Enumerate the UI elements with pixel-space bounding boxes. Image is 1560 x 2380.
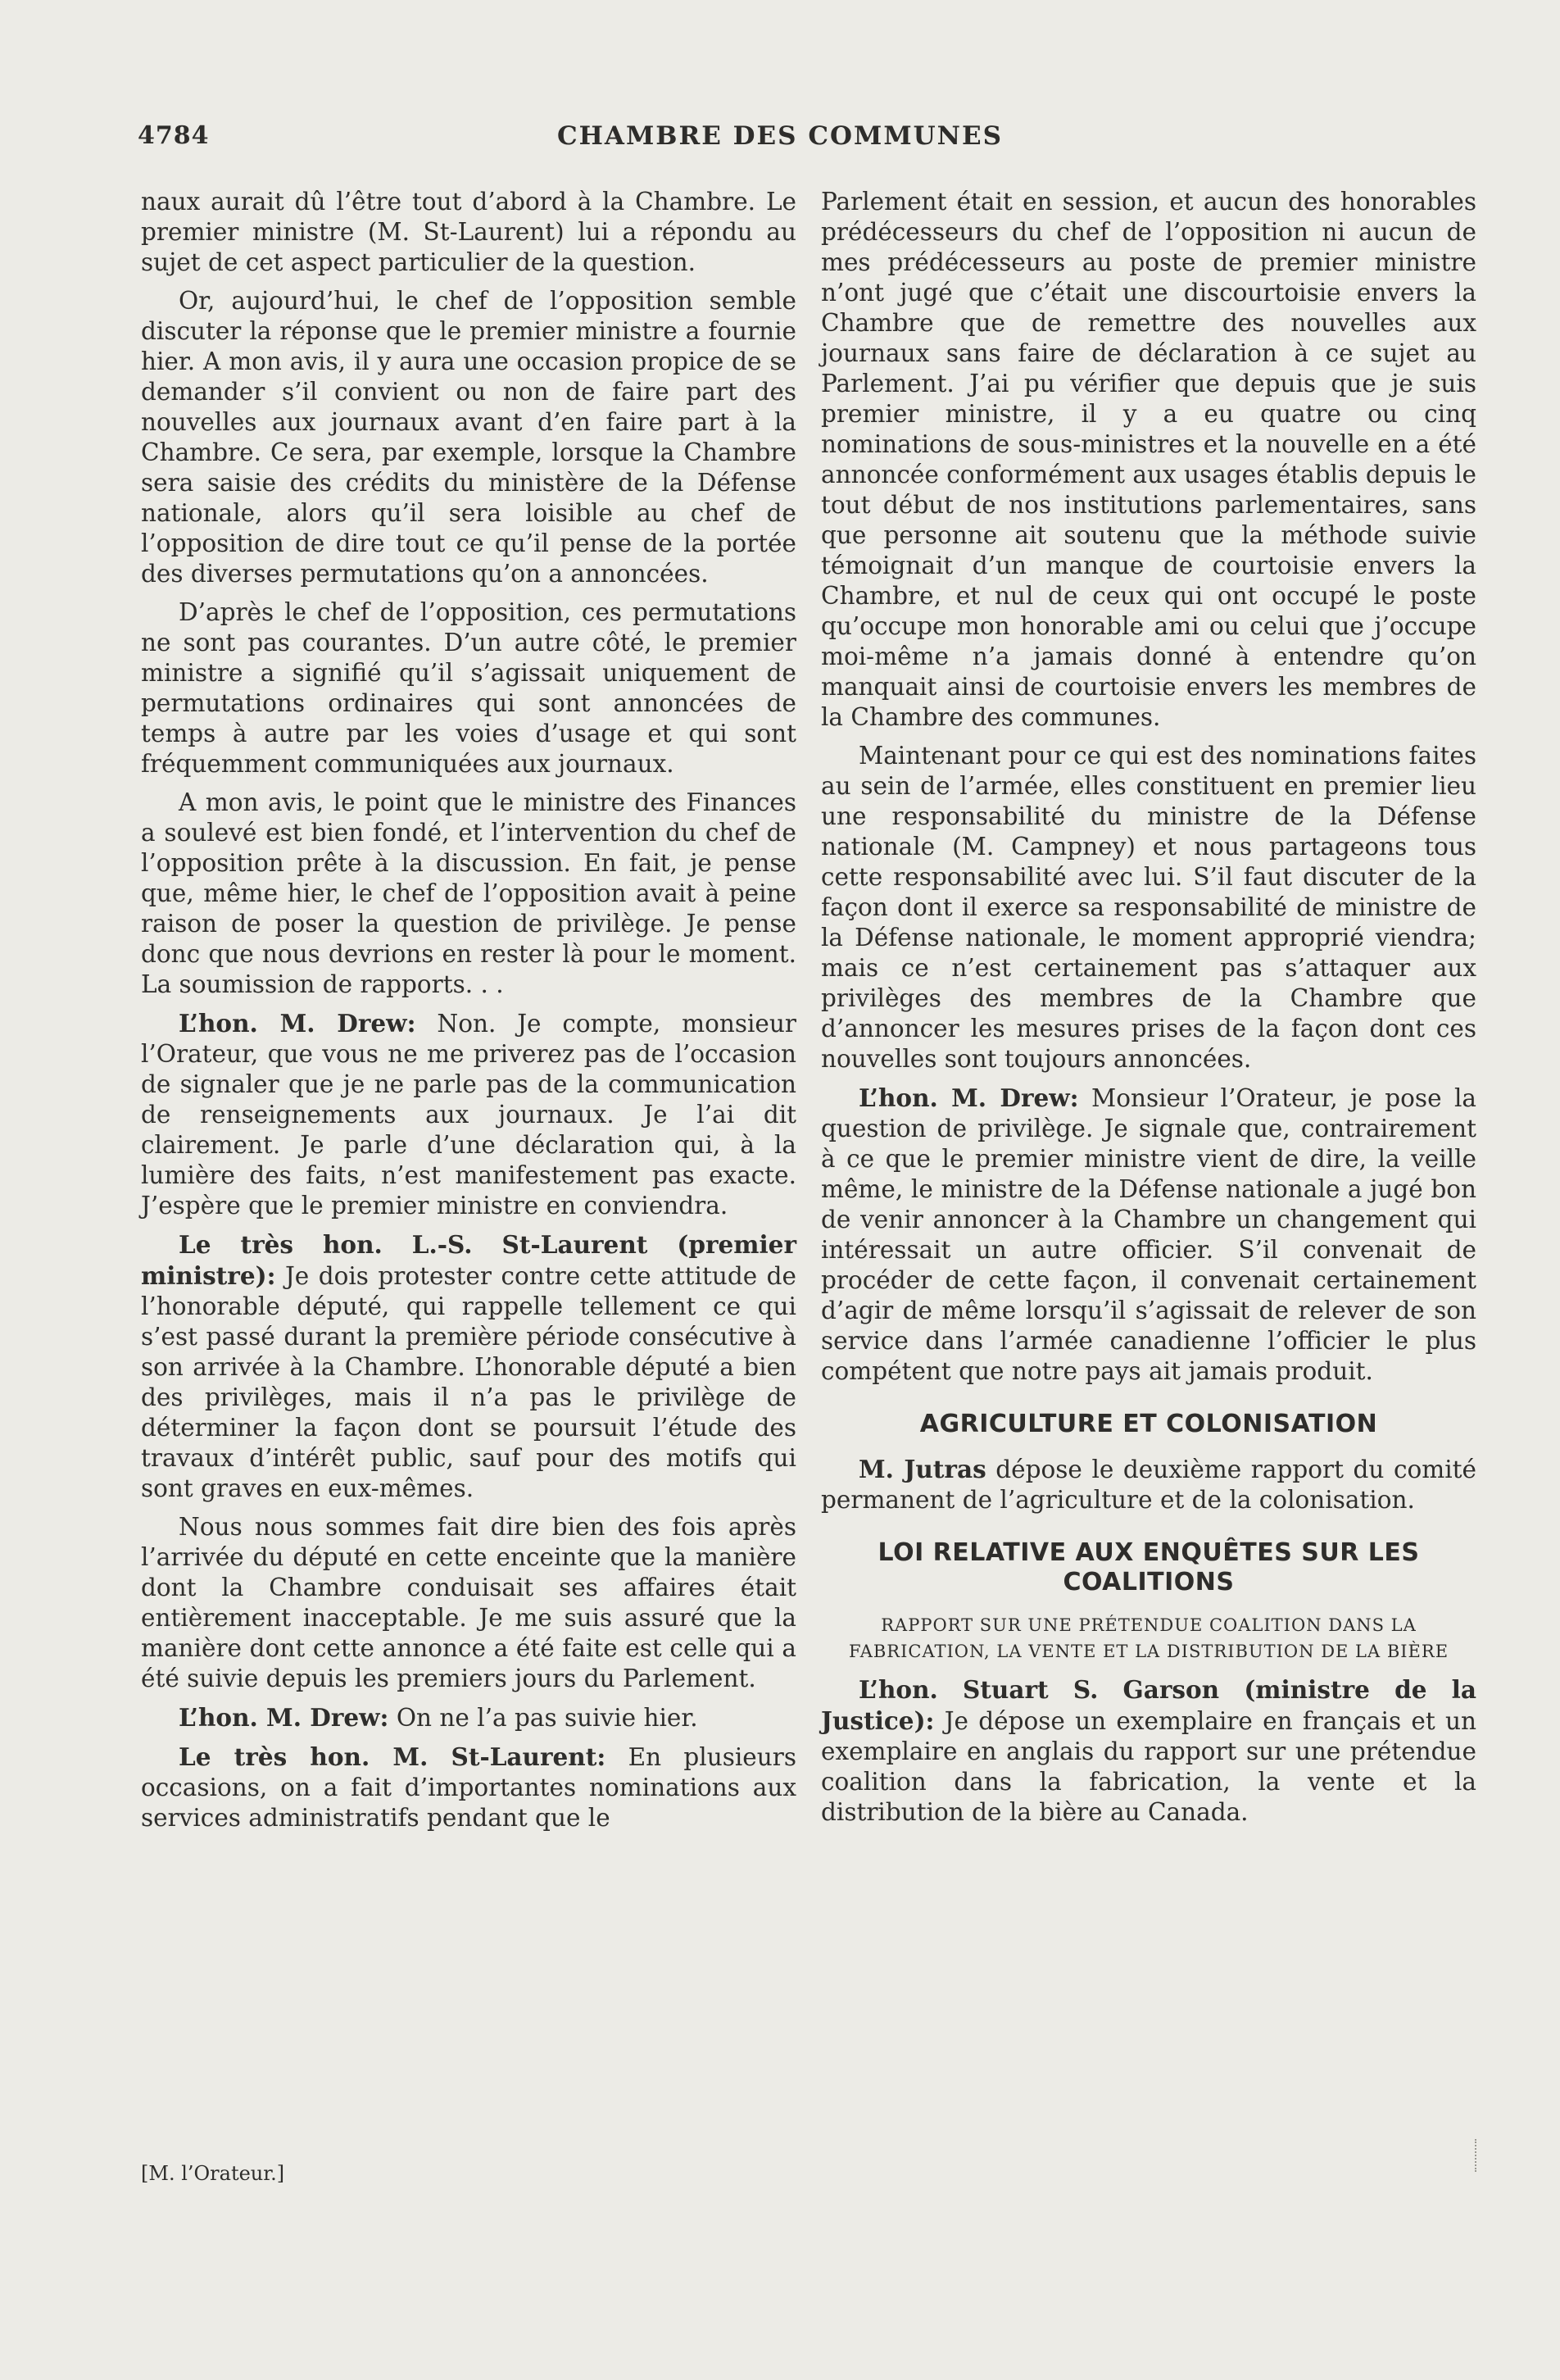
- section-heading-agriculture: AGRICULTURE ET COLONISATION: [919, 1410, 1378, 1438]
- speaker-name: M. Jutras: [859, 1455, 986, 1483]
- section-agriculture-body: [821, 1454, 1476, 1515]
- paragraph-text: Maintenant pour ce qui est des nominations faites au sein de l’armée, elles constituent en premier lieu une responsabilité du ministre de la Défense nationale (M. Campney) et nous partageons tous cette responsabilité avec lui. S’il faut discuter de la façon dont il exerce sa responsabilité de ministre de la Défense nationale, le moment approprié viendra; mais ce n’est certainement pas s’attaquer aux privilèges des membres de la Chambre que d’annoncer les mesures prises de la façon dont ces nouvelles sont toujours annoncées.: [821, 742, 1476, 1073]
- speaker-name: L’hon. M. Drew:: [179, 1703, 389, 1732]
- paragraph-text: Non. Je compte, monsieur l’Orateur, que vous ne me priverez pas de l’occasion de signaler que je ne parle pas de la communication de renseignements aux journaux. Je l’ai dit clairement. Je parle d’une déclaration qui, à la lumière des faits, n’est manifestement pas exacte. J’espère que le premier ministre en conviendra.: [141, 1010, 796, 1220]
- speaker-name: Le très hon. M. St-Laurent:: [179, 1742, 606, 1771]
- running-head: CHAMBRE DES COMMUNES: [556, 121, 1004, 151]
- footer-note: [M. l’Orateur.]: [141, 2162, 285, 2185]
- speaker-name: L’hon. M. Drew:: [179, 1009, 416, 1038]
- paragraph: [141, 1512, 796, 1694]
- paragraph: [141, 187, 796, 278]
- paragraph: [821, 1674, 1476, 1828]
- paragraph-text: On ne l’a pas suivie hier.: [396, 1704, 698, 1732]
- paragraph: [141, 788, 796, 1000]
- paragraph-text: dépose le deuxième rapport du comité permanent de l’agriculture et de la colonisation.: [821, 1456, 1476, 1514]
- paragraph: [141, 1008, 796, 1221]
- section-coalitions-body: [821, 1674, 1476, 1828]
- speaker-name: L’hon. Stuart S. Garson (ministre de la Justice):: [821, 1675, 1476, 1735]
- paragraph: [821, 741, 1476, 1074]
- paragraph: [141, 597, 796, 779]
- paragraph: [821, 187, 1476, 733]
- paragraph: [821, 1083, 1476, 1387]
- paragraph: [821, 1454, 1476, 1515]
- right-column: [821, 187, 1476, 1836]
- paragraph: [141, 286, 796, 589]
- left-column: [141, 187, 796, 1842]
- paragraph-text: D’après le chef de l’opposition, ces permutations ne sont pas courantes. D’un autre côté, le premier ministre a signifié qu’il s’agissait uniquement de permutations ordinaires qui sont annoncées de temps à autre par les voies d’usage et qui sont fréquemment communiquées aux journaux.: [141, 598, 796, 778]
- paragraph-text: Parlement était en session, et aucun des honorables prédécesseurs du chef de l’opposition ni aucun de mes prédécesseurs au poste de premier ministre n’ont jugé que c’était une discourtoisie envers la Chambre que de remettre des nouvelles aux journaux sans faire de déclaration à ce sujet au Parlement. J’ai pu vérifier que depuis que je suis premier ministre, il y a eu quatre ou cinq nominations de sous-ministres et la nouvelle en a été annoncée conformément aux usages établis depuis le tout début de nos institutions parlementaires, sans que personne ait soutenu que la méthode suivie témoignait d’un manque de courtoisie envers la Chambre, et nul de ceux qui ont occupé le poste qu’occupe mon honorable ami ou celui que j’occupe moi-même n’a jamais donné à entendre qu’on manquait ainsi de courtoisie envers les membres de la Chambre des communes.: [821, 188, 1476, 731]
- paragraph-text: En plusieurs occasions, on a fait d’importantes nominations aux services administratifs pendant que le: [141, 1743, 796, 1832]
- paragraph: [141, 1229, 796, 1504]
- speaker-name: Le très hon. L.-S. St-Laurent (premier ministre):: [141, 1230, 796, 1290]
- speaker-name: L’hon. M. Drew:: [859, 1083, 1079, 1112]
- paragraph-text: A mon avis, le point que le ministre des Finances a soulevé est bien fondé, et l’intervention du chef de l’opposition prête à la discussion. En fait, je pense que, même hier, le chef de l’opposition avait à peine raison de poser la question de privilège. Je pense donc que nous devrions en rester là pour le moment. La soumission de rapports. . .: [141, 788, 796, 998]
- right-column-body: [821, 187, 1476, 1387]
- paragraph: [141, 1742, 796, 1833]
- paragraph: [141, 1702, 796, 1733]
- paragraph-text: Monsieur l’Orateur, je pose la question de privilège. Je signale que, contrairement à ce que le premier ministre vient de dire, la veille même, le ministre de la Défense nationale a jugé bon de venir annoncer à la Chambre un changement qui intéressait un autre officier. S’il convenait de procéder de cette façon, il convenait certainement d’agir de même lorsqu’il s’agissait de relever de son service dans l’armée canadienne l’officier le plus compétent que notre pays ait jamais produit.: [821, 1084, 1476, 1385]
- margin-mark: [1475, 2139, 1478, 2172]
- paragraph-text: Je dois protester contre cette attitude de l’honorable député, qui rappelle tellement ce qui s’est passé durant la première période consécutive à son arrivée à la Chambre. L’honorable député a bien des privilèges, mais il n’a pas le privilège de déterminer la façon dont se poursuit l’étude des travaux d’intérêt public, sauf pour des motifs qui sont graves en eux-mêmes.: [141, 1262, 796, 1502]
- paragraph-text: Nous nous sommes fait dire bien des fois après l’arrivée du député en cette enceinte que la manière dont la Chambre conduisait ses affaires était entièrement inacceptable. Je me suis assuré que la manière dont cette annonce a été faite est celle qui a été suivie depuis les premiers jours du Parlement.: [141, 1513, 796, 1692]
- paragraph-text: Or, aujourd’hui, le chef de l’opposition semble discuter la réponse que le premier ministre a fournie hier. A mon avis, il y aura une occasion propice de se demander s’il convient ou non de faire part des nouvelles aux journaux avant d’en faire part à la Chambre. Ce sera, par exemple, lorsque la Chambre sera saisie des crédits du ministère de la Défense nationale, alors qu’il sera loisible au chef de l’opposition de dire tout ce qu’il pense de la portée des diverses permutations qu’on a annoncées.: [141, 287, 796, 588]
- section-heading-coalitions: LOI RELATIVE AUX ENQUÊTES SUR LES COALITIONS: [878, 1538, 1420, 1597]
- page-number: 4784: [138, 121, 210, 150]
- paragraph-text: Je dépose un exemplaire en français et un exemplaire en anglais du rapport sur une prétendue coalition dans la fabrication, la vente et la distribution de la bière au Canada.: [821, 1707, 1476, 1826]
- section-subheading-coalitions: RAPPORT SUR UNE PRÉTENDUE COALITION DANS LA FABRICATION, LA VENTE ET LA DISTRIBUTION DE LA BIÈRE: [848, 1615, 1449, 1661]
- paragraph-text: naux aurait dû l’être tout d’abord à la Chambre. Le premier ministre (M. St-Laurent) lui a répondu au sujet de cet aspect particulier de la question.: [141, 188, 796, 276]
